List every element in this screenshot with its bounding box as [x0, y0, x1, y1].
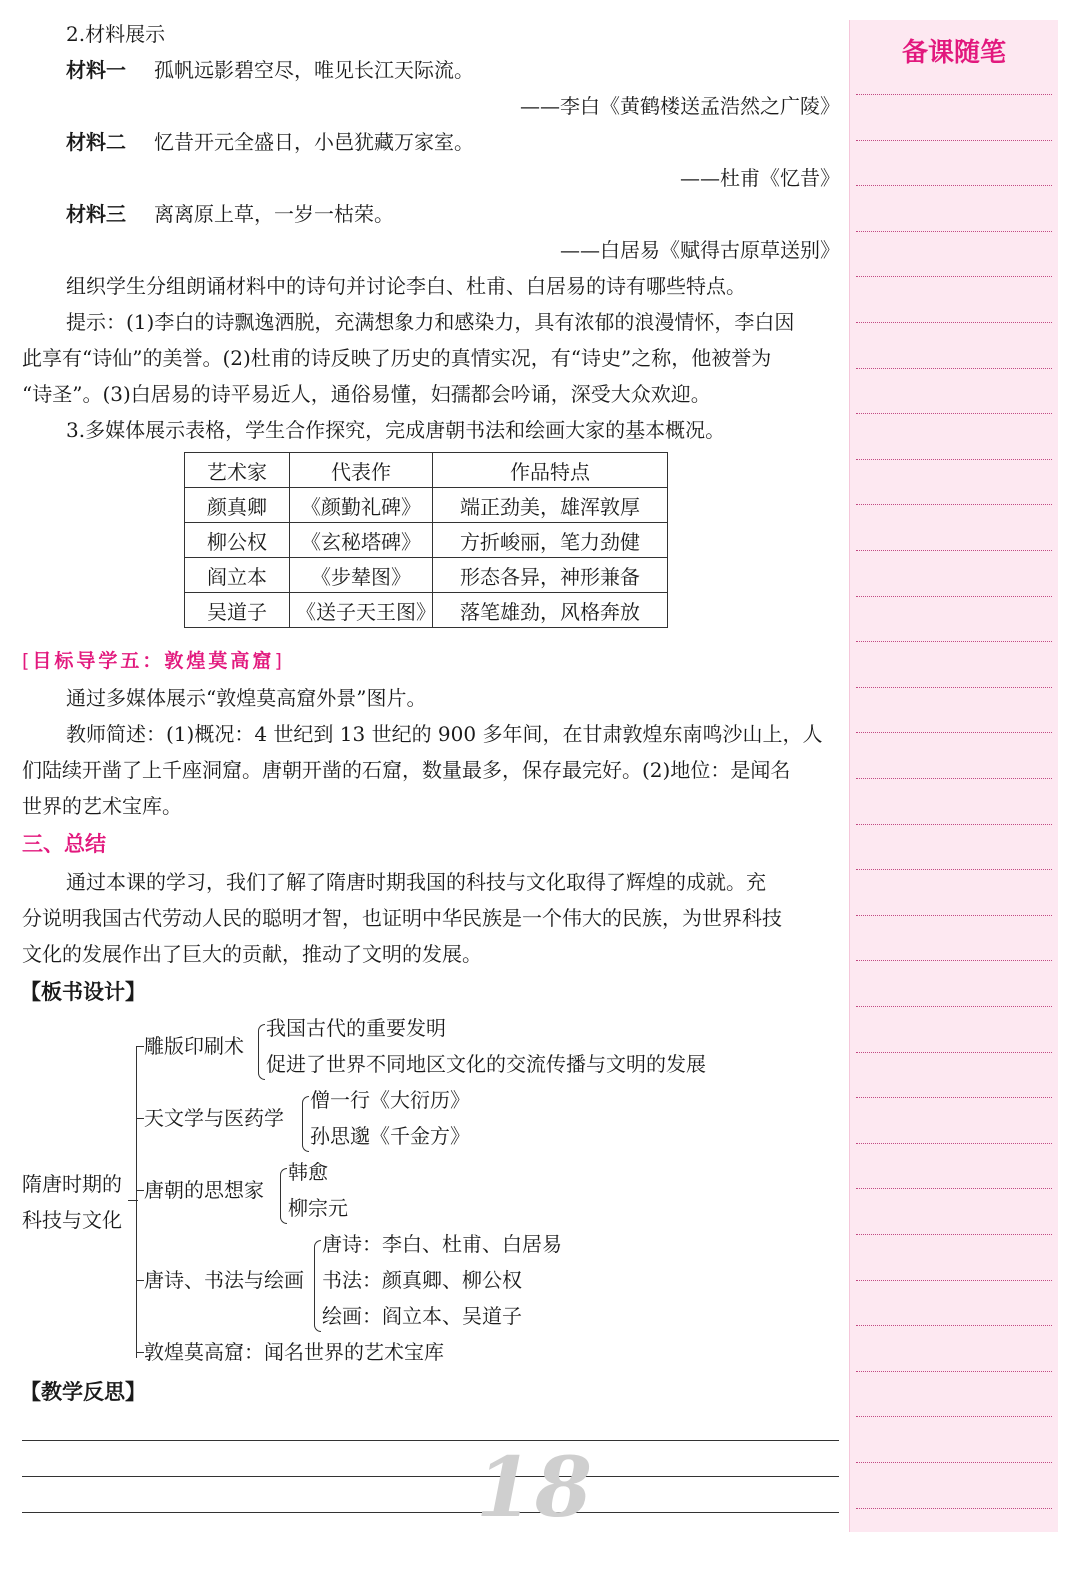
- table-cell: 柳公权: [185, 523, 290, 558]
- bracket-close: ]: [274, 650, 285, 672]
- sidebar-ruled-line: [856, 231, 1052, 232]
- branch-thinkers: 唐朝的思想家: [144, 1178, 264, 1202]
- sidebar-ruled-line: [856, 960, 1052, 961]
- table-row: [185, 488, 668, 523]
- table-row: [185, 523, 668, 558]
- sidebar-ruled-line: [856, 413, 1052, 414]
- sidebar-ruled-line: [856, 1325, 1052, 1326]
- branch-astronomy-medicine: 天文学与医药学: [144, 1106, 284, 1130]
- sidebar-ruled-line: [856, 1371, 1052, 1372]
- writing-line[interactable]: [22, 1476, 839, 1477]
- sidebar-title: 备课随笔: [901, 38, 1006, 68]
- artists-table: [184, 452, 668, 628]
- branch-stub: [136, 1190, 144, 1191]
- material-1-label: 材料一: [66, 58, 126, 82]
- sidebar-ruled-line: [856, 1143, 1052, 1144]
- sidebar-ruled-line: [856, 732, 1052, 733]
- sidebar-ruled-line: [856, 94, 1052, 95]
- writing-line[interactable]: [22, 1440, 839, 1441]
- table-cell: 方折峻丽，笔力劲健: [433, 523, 668, 558]
- branch-mogao-caves: 敦煌莫高窟：闻名世界的艺术宝库: [144, 1340, 444, 1364]
- summary-line-2: 分说明我国古代劳动人民的聪明才智，也证明中华民族是一个伟大的民族，为世界科技: [22, 906, 782, 930]
- table-cell: 形态各异，神形兼备: [433, 558, 668, 593]
- materials-instruction: 组织学生分组朗诵材料中的诗句并讨论李白、杜甫、白居易的诗有哪些特点。: [66, 274, 746, 298]
- material-1-source: ——李白《黄鹤楼送孟浩然之广陵》: [520, 94, 840, 118]
- table-cell: 端正劲美，雄浑敦厚: [433, 488, 668, 523]
- table-header-cell: 代表作: [290, 453, 433, 488]
- goal5-title-wrapper: [22, 646, 285, 673]
- sidebar-ruled-line: [856, 504, 1052, 505]
- table-header-cell: 艺术家: [185, 453, 290, 488]
- sidebar-ruled-line: [856, 1188, 1052, 1189]
- table-cell: 《步辇图》: [290, 558, 433, 593]
- branch-poetry-child-3: 绘画：阎立本、吴道子: [322, 1304, 522, 1328]
- sidebar-ruled-line: [856, 1462, 1052, 1463]
- hint-line-1: 提示：(1)李白的诗飘逸洒脱，充满想象力和感染力，具有浓郁的浪漫情怀，李白因: [66, 310, 795, 334]
- table-cell: 《玄秘塔碑》: [290, 523, 433, 558]
- sidebar-ruled-line: [856, 140, 1052, 141]
- table-header-row: [185, 453, 668, 488]
- sidebar-ruled-line: [856, 1052, 1052, 1053]
- branch-poetry-child-2: 书法：颜真卿、柳公权: [322, 1268, 522, 1292]
- branch-printing-child-2: 促进了世界不同地区文化的交流传播与文明的发展: [266, 1052, 706, 1076]
- goal5-line1: 通过多媒体展示“敦煌莫高窟外景”图片。: [66, 686, 427, 710]
- sidebar-ruled-line: [856, 459, 1052, 460]
- sidebar-ruled-line: [856, 368, 1052, 369]
- sidebar-ruled-line: [856, 824, 1052, 825]
- brace: [302, 1096, 309, 1152]
- summary-line-3: 文化的发展作出了巨大的贡献，推动了文明的发展。: [22, 942, 482, 966]
- branch-stub: [136, 1118, 144, 1119]
- sidebar-ruled-line: [856, 276, 1052, 277]
- branch-astronomy-child-1: 僧一行《大衍历》: [310, 1088, 470, 1112]
- branch-poetry-calligraphy-painting: 唐诗、书法与绘画: [144, 1268, 304, 1292]
- reflection-heading: 【教学反思】: [20, 1380, 146, 1404]
- sidebar-ruled-line: [856, 915, 1052, 916]
- table-row: [185, 593, 668, 628]
- summary-heading: 三、总结: [22, 832, 106, 856]
- sidebar-ruled-line: [856, 185, 1052, 186]
- table-row: [185, 558, 668, 593]
- sidebar-ruled-line: [856, 869, 1052, 870]
- sidebar-ruled-line: [856, 550, 1052, 551]
- sidebar-ruled-line: [856, 778, 1052, 779]
- brace: [314, 1240, 321, 1332]
- branch-stub: [136, 1352, 144, 1353]
- tree-trunk: [136, 1046, 137, 1358]
- sidebar-ruled-line: [856, 1280, 1052, 1281]
- branch-poetry-child-1: 唐诗：李白、杜甫、白居易: [322, 1232, 562, 1256]
- branch-printing: 雕版印刷术: [144, 1034, 244, 1058]
- branch-stub: [136, 1046, 144, 1047]
- table-cell: 《送子天王图》: [290, 593, 433, 628]
- hint-line-2: 此享有“诗仙”的美誉。(2)杜甫的诗反映了历史的真情实况，有“诗史”之称，他被誉为: [22, 346, 772, 370]
- sidebar-ruled-line: [856, 1508, 1052, 1509]
- sidebar-ruled-line: [856, 1097, 1052, 1098]
- sidebar-ruled-line: [856, 322, 1052, 323]
- board-root-line-1: 隋唐时期的: [22, 1172, 122, 1196]
- table-cell: 落笔雄劲，风格奔放: [433, 593, 668, 628]
- board-heading: 【板书设计】: [20, 980, 146, 1004]
- material-3-text: 离离原上草，一岁一枯荣。: [154, 202, 394, 226]
- table-header-cell: 作品特点: [433, 453, 668, 488]
- brace: [258, 1024, 265, 1080]
- materials-heading: 2.材料展示: [66, 22, 166, 46]
- page-number: 18: [476, 1440, 595, 1536]
- branch-printing-child-1: 我国古代的重要发明: [266, 1016, 446, 1040]
- goal5-desc-3: 世界的艺术宝库。: [22, 794, 182, 818]
- table-cell: 吴道子: [185, 593, 290, 628]
- material-2-label: 材料二: [66, 130, 126, 154]
- sidebar-ruled-line: [856, 1234, 1052, 1235]
- summary-line-1: 通过本课的学习，我们了解了隋唐时期我国的科技与文化取得了辉煌的成就。充: [66, 870, 766, 894]
- material-3-source: ——白居易《赋得古原草送别》: [560, 238, 840, 262]
- tree-root-stub: [128, 1200, 138, 1201]
- sidebar-ruled-line: [856, 687, 1052, 688]
- material-2-text: 忆昔开元全盛日，小邑犹藏万家室。: [154, 130, 474, 154]
- table-cell: 《颜勤礼碑》: [290, 488, 433, 523]
- branch-thinkers-child-2: 柳宗元: [288, 1196, 348, 1220]
- brace: [280, 1168, 287, 1224]
- table-intro: 3.多媒体展示表格，学生合作探究，完成唐朝书法和绘画大家的基本概况。: [66, 418, 726, 442]
- notes-sidebar: [849, 20, 1058, 1532]
- material-2-source: ——杜甫《忆昔》: [680, 166, 840, 190]
- hint-line-3: “诗圣”。(3)白居易的诗平易近人，通俗易懂，妇孺都会吟诵，深受大众欢迎。: [22, 382, 711, 406]
- goal5-title: 目标导学五：敦煌莫高窟: [32, 650, 275, 672]
- branch-stub: [136, 1280, 144, 1281]
- material-1-text: 孤帆远影碧空尽，唯见长江天际流。: [154, 58, 474, 82]
- table-cell: 阎立本: [185, 558, 290, 593]
- sidebar-ruled-line: [856, 641, 1052, 642]
- writing-line[interactable]: [22, 1512, 839, 1513]
- branch-astronomy-child-2: 孙思邈《千金方》: [310, 1124, 470, 1148]
- board-root-line-2: 科技与文化: [22, 1208, 122, 1232]
- branch-thinkers-child-1: 韩愈: [288, 1160, 328, 1184]
- goal5-desc-2: 们陆续开凿了上千座洞窟。唐朝开凿的石窟，数量最多，保存最完好。(2)地位：是闻名: [22, 758, 791, 782]
- sidebar-ruled-line: [856, 1416, 1052, 1417]
- sidebar-ruled-line: [856, 1006, 1052, 1007]
- table-cell: 颜真卿: [185, 488, 290, 523]
- sidebar-ruled-line: [856, 596, 1052, 597]
- goal5-desc-1: 教师简述：(1)概况：4 世纪到 13 世纪的 900 多年间，在甘肃敦煌东南鸣沙山上，人: [66, 722, 823, 746]
- bracket-open: [: [22, 650, 33, 672]
- material-3-label: 材料三: [66, 202, 126, 226]
